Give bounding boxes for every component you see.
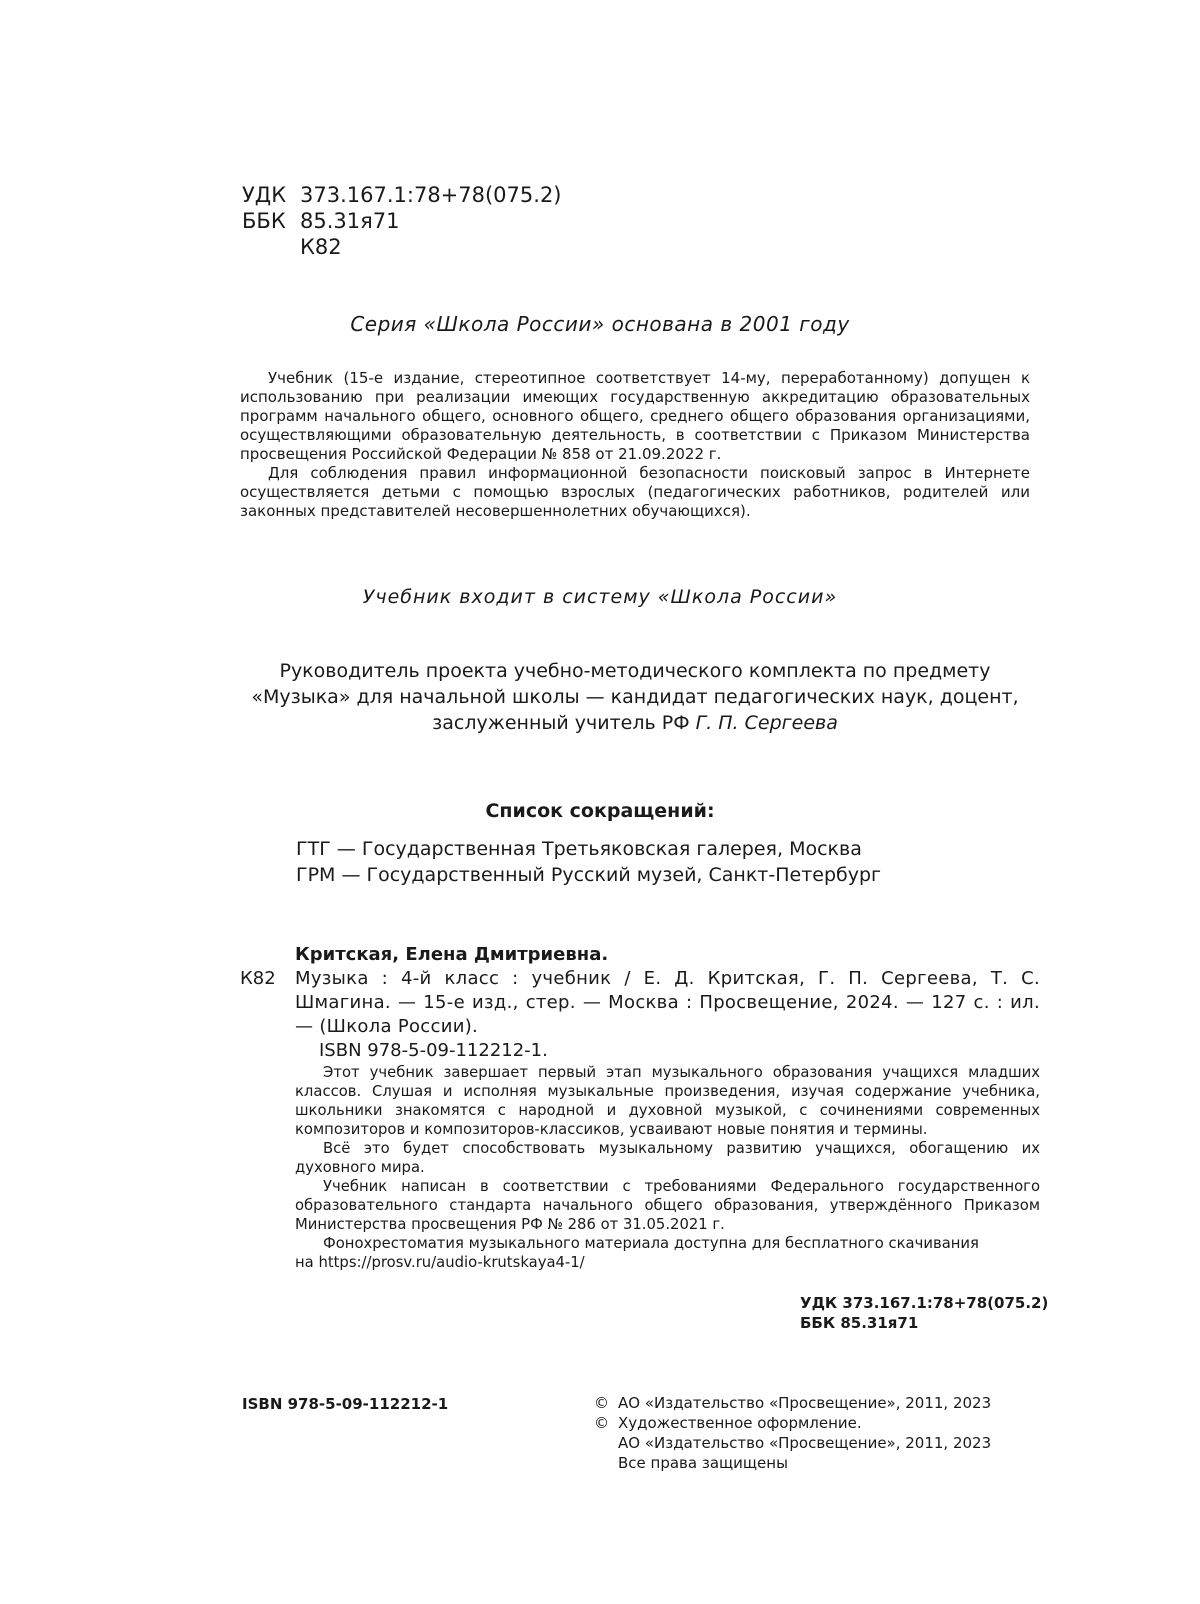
project-leader (240, 658, 1030, 736)
project-leader-name: Г. П. Сергеева (695, 712, 838, 734)
copyright-line (594, 1453, 991, 1473)
approval-paragraph: Учебник (15-е издание, стереотипное соответствует 14-му, переработанному) допущен к использованию при реализации имеющих государственную аккредитацию образовательных программ начального общего, основного общего, среднего общего образования организациями, осуществляющими образовательную деятельность, в соответствии с Приказом Министерства просвещения Российской Федерации № 858 от 21.09.2022 г. (240, 369, 1030, 463)
bib-code: К82 (240, 968, 276, 989)
copyright-design: Художественное оформление. (618, 1414, 862, 1432)
udk-bottom-bbk: ББК 85.31я71 (800, 1314, 919, 1332)
abbreviations-title: Список сокращений: (485, 800, 715, 822)
copyright-icon: © (594, 1414, 609, 1432)
copyright-line (594, 1433, 991, 1453)
bib-isbn: ISBN 978-5-09-112212-1. (319, 1040, 548, 1061)
abbreviation-item: ГРМ — Государственный Русский музей, Санкт-Петербург (296, 864, 882, 886)
udk-label: УДК (242, 183, 287, 207)
bibliographic-record (240, 943, 1040, 1272)
bib-description: Музыка : 4-й класс : учебник / Е. Д. Критская, Г. П. Сергеева, Т. С. Шмагина. — 15-е изд., стер. — Москва : Просвещение, 2024. — 127 с. : ил. — (Школа России). (295, 968, 1040, 1037)
annotation-paragraph: Учебник написан в соответствии с требованиями Федерального государственного образовательного стандарта начального общего образования, утверждённого Приказом Министерства просвещения РФ № 286 от 31.05.2021 г. (295, 1178, 1040, 1233)
copyright-block (594, 1393, 991, 1473)
bbk-label: ББК (242, 209, 286, 233)
udk-value: 373.167.1:78+78(075.2) (300, 183, 562, 207)
bbk-row (242, 208, 562, 234)
annotation-paragraph: Всё это будет способствовать музыкальному развитию учащихся, обогащению их духовного мира. (295, 1140, 1040, 1176)
author-sign: К82 (300, 235, 342, 259)
system-note: Учебник входит в систему «Школа России» (362, 586, 838, 608)
project-leader-text: Руководитель проекта учебно-методического комплекта по предмету «Музыка» для начальной школы — кандидат педагогических наук, доцент, заслуженный учитель РФ (251, 660, 1019, 734)
annotation-paragraph: Этот учебник завершает первый этап музыкального образования учащихся младших классов. Слушая и исполняя музыкальные произведения, изучая содержание учебника, школьники знакомятся с народной и духовной музыкой, с сочинениями современных композиторов и композиторов-классиков, усваивают новые понятия и термины. (295, 1064, 1040, 1138)
copyright-icon: © (594, 1394, 609, 1412)
bib-annotation (295, 1063, 1040, 1272)
udk-bottom (800, 1293, 1048, 1333)
copyright-publisher: АО «Издательство «Просвещение», 2011, 2023 (618, 1394, 992, 1412)
annotation-paragraph: Фонохрестоматия музыкального материала доступна для бесплатного скачивания (323, 1235, 979, 1252)
series-note: Серия «Школа России» основана в 2001 году (350, 312, 850, 336)
copyright-line (594, 1413, 991, 1433)
bib-main (240, 967, 1040, 1039)
udk-bottom-udk: УДК 373.167.1:78+78(075.2) (800, 1294, 1049, 1312)
audio-url: на https://prosv.ru/audio-krutskaya4-1/ (295, 1254, 585, 1271)
udk-block (242, 182, 562, 260)
isbn-bottom: ISBN 978-5-09-112212-1 (242, 1395, 449, 1413)
author-sign-row (242, 234, 562, 260)
copyright-line (594, 1393, 991, 1413)
copyright-design-publisher: АО «Издательство «Просвещение», 2011, 2023 (618, 1434, 992, 1452)
bbk-value: 85.31я71 (300, 209, 400, 233)
udk-row (242, 182, 562, 208)
abbreviations-list (296, 836, 881, 888)
safety-paragraph: Для соблюдения правил информационной безопасности поисковый запрос в Интернете осуществляется детьми с помощью взрослых (педагогических работников, родителей или законных представителей несовершеннолетних обучающихся). (240, 464, 1030, 520)
abbreviation-item: ГТГ — Государственная Третьяковская галерея, Москва (296, 838, 862, 860)
rights-reserved: Все права защищены (618, 1454, 788, 1472)
approval-notice (240, 369, 1030, 521)
bib-author: Критская, Елена Дмитриевна. (295, 944, 609, 965)
